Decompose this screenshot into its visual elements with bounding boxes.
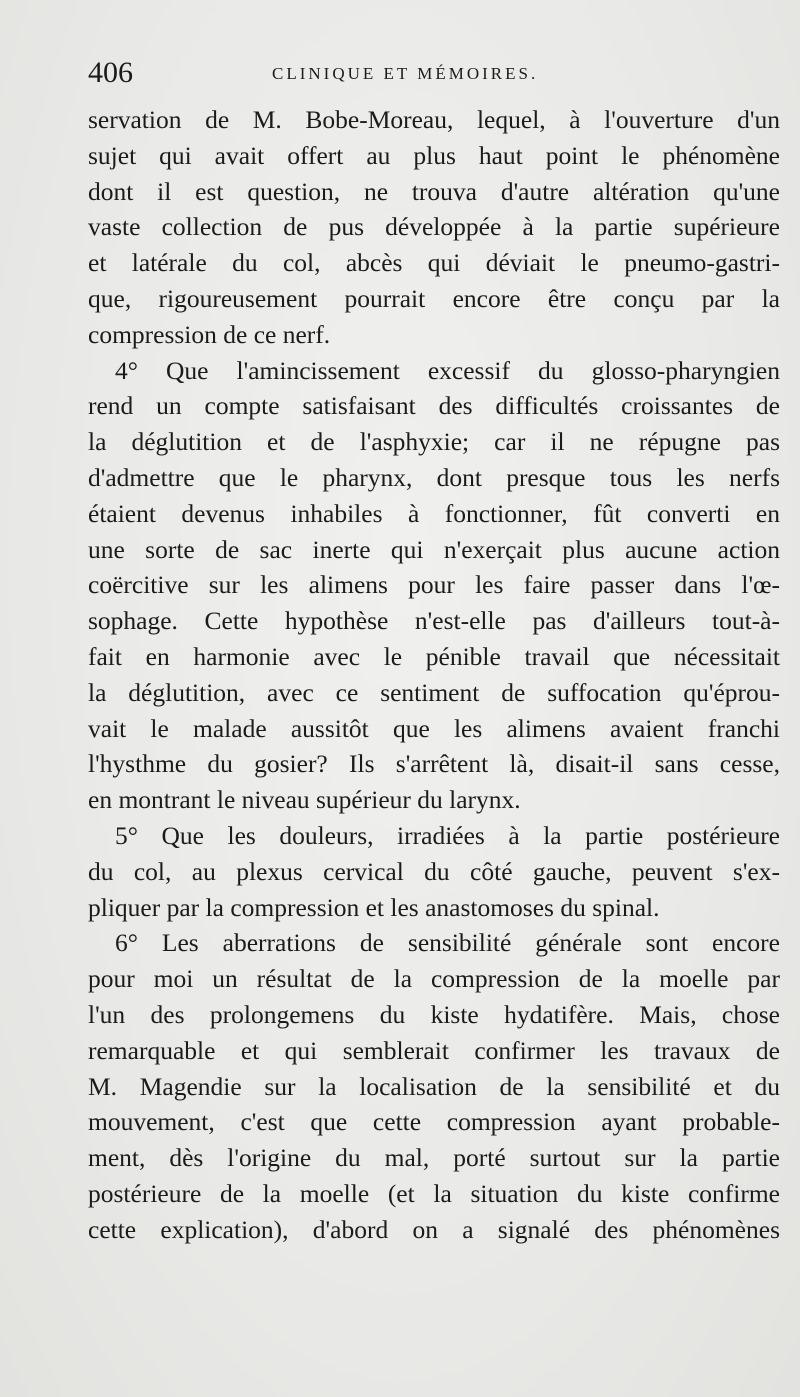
paragraph-start: 4° Que l'amincissement excessif du glosso-pharyngien xyxy=(115,355,780,385)
paragraph-start: 6° Les aberrations de sensibilité générale sont encore xyxy=(115,928,780,958)
text-line: servation de M. Bobe-Moreau, lequel, à l'ouverture d'un xyxy=(88,105,780,134)
text-line: rend un compte satisfaisant des difficultés croissantes de xyxy=(88,391,780,421)
text-line: dont il est question, ne trouva d'autre altération qu'une xyxy=(88,176,780,206)
text-line: la déglutition, avec ce sentiment de suffocation qu'éprou- xyxy=(88,677,780,707)
text-line: du col, au plexus cervical du côté gauche, peuvent s'ex- xyxy=(88,856,780,886)
text-line: la déglutition et de l'asphyxie; car il ne répugne pas xyxy=(88,427,780,457)
text-line: pour moi un résultat de la compression de la moelle par xyxy=(88,964,780,994)
text-line: cette explication), d'abord on a signalé des phénomènes xyxy=(88,1214,780,1244)
text-line: coërcitive sur les alimens pour les faire passer dans l'œ- xyxy=(88,570,780,600)
paragraph-start: 5° Que les douleurs, irradiées à la partie postérieure xyxy=(115,820,780,850)
text-line: d'admettre que le pharynx, dont presque tous les nerfs xyxy=(88,462,780,492)
text-line: l'hysthme du gosier? Ils s'arrêtent là, disait-il sans cesse, xyxy=(88,749,780,779)
running-head: CLINIQUE ET MÉMOIRES. xyxy=(272,64,539,83)
text-line: et latérale du col, abcès qui déviait le pneumo-gastri- xyxy=(88,248,780,278)
text-line: fait en harmonie avec le pénible travail que nécessitait xyxy=(88,641,780,671)
text-line: vait le malade aussitôt que les alimens avaient franchi xyxy=(88,713,780,743)
text-line: que, rigoureusement pourrait encore être conçu par la xyxy=(88,283,780,313)
page-number: 406 xyxy=(88,56,133,89)
text-line: l'un des prolongemens du kiste hydatifère. Mais, chose xyxy=(88,999,780,1029)
text-line: une sorte de sac inerte qui n'exerçait plus aucune action xyxy=(88,534,780,564)
text-line: pliquer par la compression et les anastomoses du spinal. xyxy=(88,892,660,922)
text-line: vaste collection de pus développée à la partie supérieure xyxy=(88,212,780,242)
text-line: étaient devenus inhabiles à fonctionner, fût converti en xyxy=(88,498,780,528)
text-line: postérieure de la moelle (et la situation du kiste confirme xyxy=(88,1178,780,1208)
text-line: remarquable et qui semblerait confirmer les travaux de xyxy=(88,1035,780,1065)
text-line: ment, dès l'origine du mal, porté surtout sur la partie xyxy=(88,1143,780,1173)
text-line: sophage. Cette hypothèse n'est-elle pas d'ailleurs tout-à- xyxy=(88,606,780,636)
text-line: compression de ce nerf. xyxy=(88,319,331,349)
page-header xyxy=(88,56,778,96)
text-line: en montrant le niveau supérieur du larynx. xyxy=(88,785,521,815)
body-text xyxy=(88,102,780,1248)
text-line: M. Magendie sur la localisation de la sensibilité et du xyxy=(88,1071,780,1101)
text-line: sujet qui avait offert au plus haut point le phénomène xyxy=(88,140,780,170)
text-line: mouvement, c'est que cette compression ayant probable- xyxy=(88,1107,780,1137)
